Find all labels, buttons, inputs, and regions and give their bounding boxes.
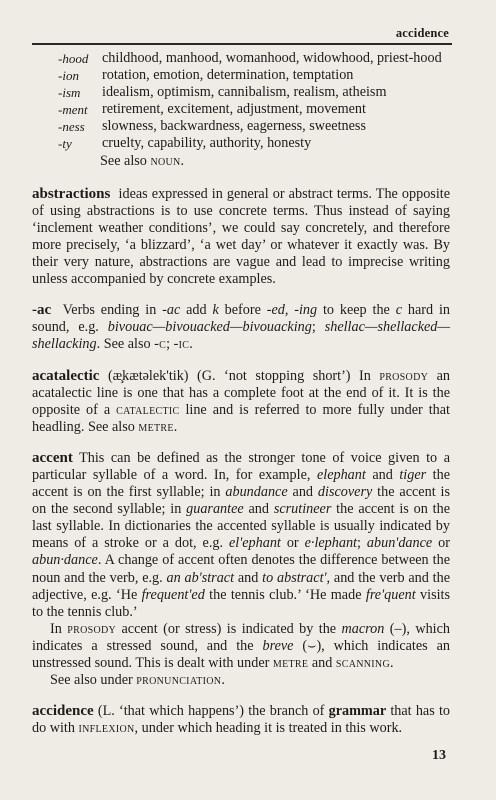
suffix-row xyxy=(58,67,450,84)
entry-ac: -ac Verbs ending in -ac add k before -ed, -ing to keep the c hard in sound, e.g. bivouac—bivouacked—bivouacking; shellac—shellacked—shellacking. See also -c; -ic. xyxy=(32,302,450,353)
running-head: accidence xyxy=(395,26,449,40)
cross-reference: catalectic xyxy=(116,401,180,418)
suffix-examples: idealism, optimism, cannibalism, realism, atheism xyxy=(102,84,387,101)
suffix-examples: slowness, backwardness, eagerness, sweetness xyxy=(102,118,366,135)
suffix-examples: rotation, emotion, determination, temptation xyxy=(102,67,354,84)
headword: -ac xyxy=(32,302,52,319)
suffix-table xyxy=(58,50,450,170)
cross-reference: metre xyxy=(138,418,174,435)
suffix-row xyxy=(58,84,450,101)
cross-reference: -ic xyxy=(173,336,190,353)
header-rule xyxy=(32,43,452,45)
cross-reference: prosody xyxy=(67,620,117,637)
cross-reference: noun xyxy=(150,152,181,169)
page-number: 13 xyxy=(432,748,446,763)
suffix-row xyxy=(58,118,450,135)
headword: acatalectic xyxy=(32,367,100,384)
suffix: -hood xyxy=(58,51,89,66)
suffix-examples: cruelty, capability, authority, honesty xyxy=(102,135,312,152)
entry-accidence: accidence (L. ‘that which happens’) the branch of grammar that has to do with inflexion, under which heading it is treated in this work. xyxy=(32,703,450,737)
entry-accent xyxy=(32,450,450,689)
cross-reference: prosody xyxy=(379,367,429,384)
cross-reference: scanning xyxy=(335,655,390,671)
suffix-examples: childhood, manhood, womanhood, widowhood, priest-hood xyxy=(102,50,442,66)
suffix: -ty xyxy=(58,136,72,152)
cross-reference: pronunciation xyxy=(136,672,222,689)
cross-reference: metre xyxy=(272,655,309,671)
suffix: -ment xyxy=(58,102,88,118)
suffix-row xyxy=(58,135,450,152)
bold-term: grammar xyxy=(328,703,387,720)
suffix-examples: retirement, excitement, adjustment, movement xyxy=(102,101,366,118)
paragraph: In prosody accent (or stress) is indicated by the macron (–), which indicates a stressed sound, and the breve (⌣), which indicates an unstressed sound. This is dealt with under metre and scanning. xyxy=(32,620,451,671)
headword: accidence xyxy=(32,703,94,720)
entry-acatalectic: acatalectic (æ̧kætəlek'tik) (G. ‘not stopping short’) In prosody an acatalectic line is one that has a complete foot at the end of it. It is the opposite of a catalectic line and is referred to more fully under that headling. See also metre. xyxy=(32,367,450,435)
headword: abstractions xyxy=(32,185,111,202)
cross-reference: -c xyxy=(154,336,167,353)
suffix: -ion xyxy=(58,68,79,84)
suffix: -ness xyxy=(58,119,85,135)
headword: accent xyxy=(32,449,73,466)
cross-reference: inflexion xyxy=(78,720,135,737)
paragraph: See also under pronunciation. xyxy=(50,672,225,689)
page-body xyxy=(32,50,450,737)
suffix: -ism xyxy=(58,85,81,101)
suffix-row xyxy=(58,50,450,67)
suffix-row xyxy=(58,101,450,118)
paragraph: accent This can be defined as the stronger tone of voice given to a particular syllable of a word. In, for example, elephant and tiger the accent is on the first syllable; in abundance and discovery the accent is on the second syllable; in guarantee and scrutineer the accent is on the last syllable. In dictionaries the accented syllable is usually indicated by means of a stroke or a dot, e.g. el'ephant or e·lephant; abun'dance or abun·dance. A change of accent often denotes the difference between the noun and the verb, e.g. an ab'stract and to abstract', and the verb and the adjective, e.g. ‘He frequent'ed the tennis club.’ ‘He made fre'quent visits to the tennis club.’ xyxy=(32,449,451,620)
suffix-see-also: See also noun. xyxy=(100,152,185,169)
entry-abstractions: abstractions ideas expressed in general or abstract terms. The opposite of using abstractions is to use concrete terms. Thus instead of saying ‘inclement weather conditions’, we could say concretely, and therefore more precisely, ‘a blizzard’, ‘a wet day’ or whatever it exactly was. By their very nature, abstractions are vague and lead to imprecise writing unless accompanied by concrete examples. xyxy=(32,185,451,288)
